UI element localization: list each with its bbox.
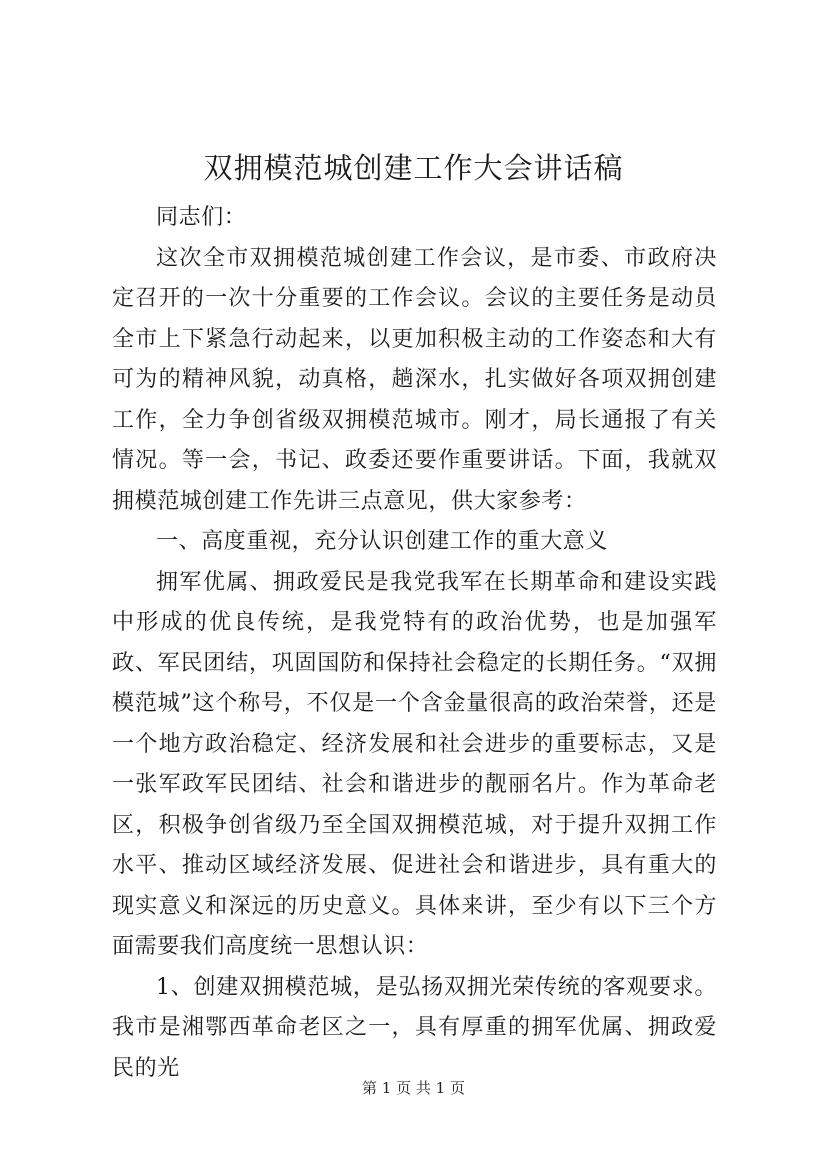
body-paragraph: 1、创建双拥模范城，是弘扬双拥光荣传统的客观要求。我市是湘鄂西革命老区之一，具有厚重的拥军优属、拥政爱民的光 xyxy=(112,974,717,1081)
salutation-paragraph: 同志们： xyxy=(156,205,247,230)
intro-paragraph: 这次全市双拥模范城创建工作会议，是市委、市政府决定召开的一次十分重要的工作会议。会议的主要任务是动员全市上下紧急行动起来，以更加积极主动的工作姿态和大有可为的精神风貌，动真格，趟深水，扎实做好各项双拥创建工作，全力争创省级双拥模范城市。刚才，局长通报了有关情况。等一会，书记、政委还要作重要讲话。下面，我就双拥模范城创建工作先讲三点意见，供大家参考： xyxy=(112,245,717,514)
document-body xyxy=(112,198,717,1089)
section-heading: 一、高度重视，充分认识创建工作的重大意义 xyxy=(156,529,609,554)
page-footer: 第 1 页 共 1 页 xyxy=(362,1079,465,1097)
document-title: 双拥模范城创建工作大会讲话稿 xyxy=(203,151,624,185)
body-paragraph: 拥军优属、拥政爱民是我党我军在长期革命和建设实践中形成的优良传统，是我党特有的政治优势，也是加强军政、军民团结，巩固国防和保持社会稳定的长期任务。“双拥模范城”这个称号，不仅是一个含金量很高的政治荣誉，还是一个地方政治稳定、经济发展和社会进步的重要标志，又是一张军政军民团结、社会和谐进步的靓丽名片。作为革命老区，积极争创省级乃至全国双拥模范城，对于提升双拥工作水平、推动区域经济发展、促进社会和谐进步，具有重大的现实意义和深远的历史意义。具体来讲，至少有以下三个方面需要我们高度统一思想认识： xyxy=(112,569,717,959)
